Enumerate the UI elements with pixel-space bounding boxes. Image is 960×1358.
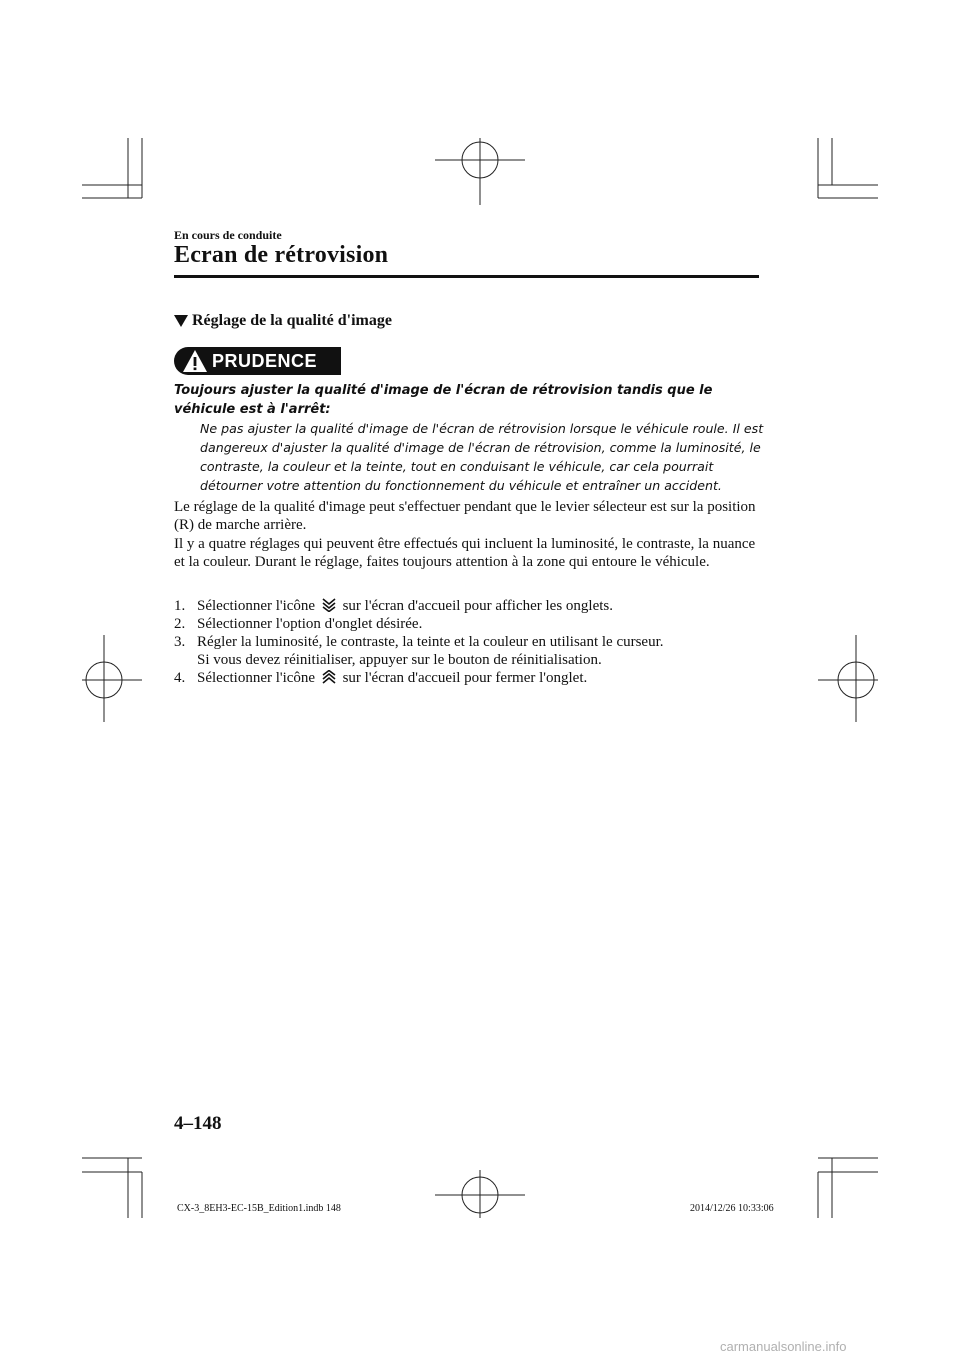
caution-label: PRUDENCE [212,350,318,371]
watermark: carmanualsonline.info [720,1339,847,1354]
footer-filename: CX-3_8EH3-EC-15B_Edition1.indb 148 [177,1203,341,1214]
step-number: 1. [174,598,186,614]
list-item [174,615,774,633]
step-subtext: Si vous devez réinitialiser, appuyer sur le bouton de réinitialisation. [197,652,602,668]
chapter-title: Ecran de rétrovision [174,242,389,268]
list-item [174,597,774,615]
list-item [174,669,774,687]
caution-body: Ne pas ajuster la qualité d'image de l'écran de rétrovision lorsque le véhicule roule. Il est dangereux d'ajuster la qualité d'image de l'écran de rétrovision, comme la luminosité, le contraste, la couleur et la teinte, tout en conduisant le véhicule, car cela pourrait détourner votre attention du fonctionnement du véhicule et entraîner un accident. [200,421,764,493]
section-label: En cours de conduite [174,228,282,242]
step-text: Sélectionner l'icône [197,670,316,686]
list-item [174,633,774,669]
subheading-text: Réglage de la qualité d'image [192,312,392,329]
step-text: Sélectionner l'option d'onglet désirée. [197,616,423,632]
step-number: 2. [174,616,186,632]
chevron-down-icon [321,598,337,612]
step-number: 3. [174,634,186,650]
step-number: 4. [174,670,186,686]
step-text: sur l'écran d'accueil pour afficher les onglets. [342,598,614,614]
triangle-down-icon [174,315,188,327]
page-number: 4–148 [174,1113,222,1134]
chevron-up-icon [321,670,337,684]
paragraph: Il y a quatre réglages qui peuvent être effectués qui incluent la luminosité, le contraste, la nuance et la couleur. Durant le réglage, faites toujours attention à la zone qui entoure le véhicule. [174,536,756,570]
caution-badge [174,347,341,375]
caution-title: Toujours ajuster la qualité d'image de l'écran de rétrovision tandis que le véhicule est à l'arrêt: [174,383,713,417]
steps-list [174,597,774,687]
warning-icon [182,349,208,373]
subheading [174,312,392,330]
step-text: Régler la luminosité, le contraste, la teinte et la couleur en utilisant le curseur. [197,634,664,650]
step-text: Sélectionner l'icône [197,598,316,614]
footer-date: 2014/12/26 10:33:06 [690,1203,774,1214]
paragraph: Le réglage de la qualité d'image peut s'effectuer pendant que le levier sélecteur est sur la position (R) de marche arrière. [174,499,756,533]
step-text: sur l'écran d'accueil pour fermer l'onglet. [342,670,588,686]
title-divider [174,275,759,278]
